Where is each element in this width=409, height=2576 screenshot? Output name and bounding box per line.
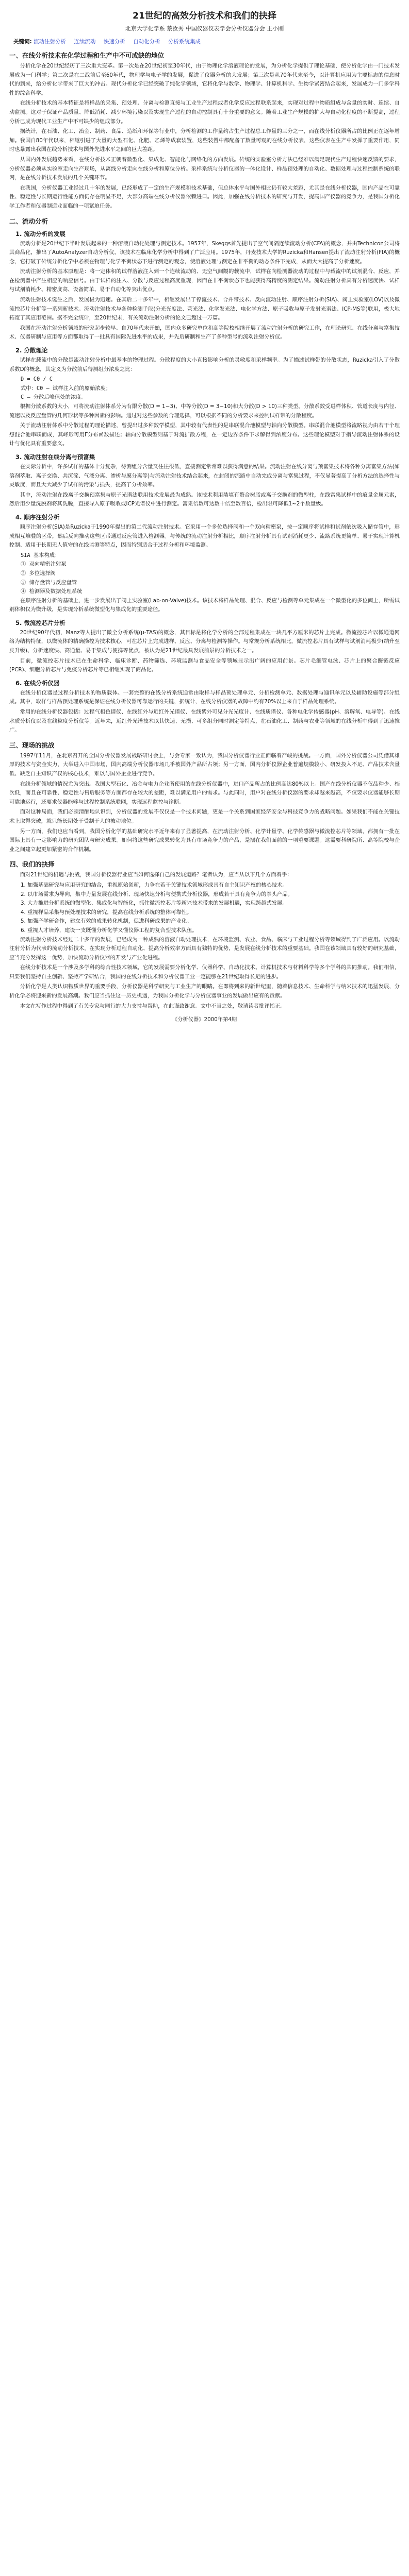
paragraph: 流动注射技术诞生之后，发展极为迅速。在其后二十多年中，相继发展出了停流技术、合并带技术、反向流动注射、顺序注射分析(SIA)、阀上实验室(LOV)以及微流控芯片分析等一系列新技术。流动注射技术与各种检测手段(分光光度法、荧光法、化学发光法、电化学方法、原子吸收与原子发射光谱法、ICP-MS等)联用，极大地拓宽了其应用范围。据不完全统计，至20世纪末，有关流动注射分析的论文已超过一万篇。	[9, 297, 400, 321]
formula-line: C — 分散后峰值处的浓度。	[21, 394, 87, 401]
paragraph: 在线分析领域的情况尤为突出。我国大型石化、冶金与电力企业所使用的在线分析仪器中，进口产品所占的比例高达80%以上。国产在线分析仪器不仅品种少、档次低，而且在可靠性、稳定性与售后服务等方面都存在较大的差距，难以满足用户的需求。与此同时，用户对在线分析仪器的要求却越来越高，不仅要求仪器能够长期可靠地运行，还要求仪器能够与过程控制系统联网，实现远程监控与诊断。	[9, 781, 400, 805]
subsection-heading: 5. 微流控芯片分析	[15, 619, 66, 626]
subsection-heading: 1. 流动分析的发展	[15, 230, 66, 238]
paragraph: 面对21世纪的机遇与挑战，我国分析仪器行业应当如何选择自己的发展道路？笔者认为，应当从以下几个方面着手：	[20, 872, 292, 878]
formula-line: SIA 基本构成：	[21, 552, 60, 558]
paragraph: 根据分散系数的大小，可将流动注射体系分为有限分散(D = 1~3)、中等分散(D = 3~10)和大分散(D > 10)三种类型。分散系数受进样体积、管道长度与内径、流速以及反应盘管的几何形状等多种因素的影响。通过对这些参数的合理选择，可以根据不同的分析要求来控制试样带的分散程度。	[9, 403, 400, 419]
paragraph: 目前，微流控芯片技术已在生命科学、临床诊断、药物筛选、环境监测与食品安全等领域显示出广阔的应用前景。芯片毛细管电泳、芯片上的聚合酶链反应(PCR)、细胞分析芯片与免疫分析芯片等已相继实现了商品化。	[9, 657, 400, 673]
paragraph: 在线分析仪器是过程分析技术的物质载体。一套完整的在线分析系统通常由取样与样品预处理单元、分析检测单元、数据处理与通讯单元以及辅助设施等部分组成。其中，取样与样品预处理系统是保证在线分析仪器可靠运行的关键，据统计，在线分析仪器的故障中约有70%以上来自于样品处理系统。	[9, 689, 400, 705]
keywords-label: 关键词:	[13, 39, 32, 45]
section-heading: 三、现场的挑战	[9, 741, 55, 749]
formula-line: 式中：C0 — 试样注入前的原始浓度；	[21, 385, 111, 392]
keyword-link[interactable]: 流动注射分析	[34, 39, 67, 45]
list-item: 1. 加强基础研究与应用研究的结合，重视原始创新，力争在若干关键技术领域形成具有自主知识产权的核心技术。	[21, 882, 288, 888]
paragraph: 流动注射分析技术经过二十多年的发展，已经成为一种成熟的溶液自动处理技术，在环境监测、农业、食品、临床与工业过程分析等领域得到了广泛应用。以流动注射分析为代表的流动分析技术，在实现分析过程自动化、提高分析效率方面具有独特的优势，是发展在线分析技术的重要基础。我国在该领域具有较好的研究基础，应当充分发挥这一优势，加快流动分析仪器的开发与产业化进程。	[9, 936, 400, 961]
list-item: 5. 加强产学研合作，建立有效的成果转化机制，促进科研成果的产业化。	[21, 918, 192, 925]
paragraph: 顺序注射分析(SIA)是Ruzicka于1990年提出的第二代流动注射技术。它采用一个多位选择阀和一个双向精密泵，按一定顺序将试样和试剂依次吸入储存管中，形成相互堆叠的区带，然后反向推动这些区带通过反应管进入检测器。与传统的流动注射分析相比，顺序注射分析具有试剂消耗更少、流路系统更简单、易于实现计算机控制、适用于长期无人值守的在线监测等特点，因而特别适合于过程分析和环境监测。	[9, 523, 400, 549]
paragraph: 关于流动注射体系中分散过程的理论描述，曾提出过多种数学模型，其中较有代表性的是串联混合池模型与轴向分散模型。串联混合池模型将流路视为由若干个理想混合池串联而成，其峰形可用Γ分布函数描述；轴向分散模型则基于对流扩散方程，在一定边界条件下求解得到浓度分布。这些理论模型对于指导流动注射体系的设计与优化具有重要意义。	[9, 422, 400, 447]
paragraph: 从国内外发展趋势来看，在线分析技术正朝着微型化、集成化、智能化与网络化的方向发展。传统的实验室分析方法已经难以满足现代生产过程快速反馈的要求，分析仪器必须从实验室走向生产现场，从离线分析走向在线分析和原位分析。采样系统与分析仪器的一体化设计、样品预处理的自动化、数据处理与过程控制系统的联网，是在线分析技术发展的几个关键环节。	[9, 156, 400, 181]
formula-line: ③ 储存盘管与反应盘管	[21, 579, 77, 586]
paragraph: 另一方面，我们也应当看到，我国分析化学的基础研究水平近年来有了显著提高，在流动注射分析、化学计量学、化学传感器与微流控芯片等领域，都拥有一批在国际上具有一定影响力的研究团队与研究成果。如何将这些研究成果转化为具有市场竞争力的产品，是摆在我们面前的一项重要课题。这需要科研院所、高等院校与企业之间建立起更加紧密的合作机制。	[9, 828, 400, 853]
paragraph: 我国在流动注射分析领域的研究起步较早。自70年代末开始，国内众多研究单位和高等院校相继开展了流动注射分析的研究工作，在理论研究、在线分离与富集技术、仪器研制与应用等方面都取得了一批具有国际先进水平的成果，并先后研制和生产了多种型号的流动注射分析仪。	[9, 325, 400, 341]
paragraph: 在我国，分析仪器工业经过几十年的发展，已经形成了一定的生产规模和技术基础，但总体水平与国外相比仍有较大差距，尤其是在线分析仪器，国内产品在可靠性、稳定性与长期运行性能方面仍存在明显不足，大部分高端在线分析仪器依赖进口。因此，加强在线分析技术的研究与开发，提高国产仪器的竞争力，是我国分析化学工作者和仪器制造业面临的一项紧迫任务。	[9, 184, 400, 209]
paragraph: 20世纪90年代初，Manz等人提出了微全分析系统(μ-TAS)的概念，其目标是将化学分析的全部过程集成在一块几平方厘米的芯片上完成。微流控芯片以微通道网络为结构特征，以微流体的精确操控为技术核心，可在芯片上完成进样、反应、分离与检测等操作。与常规分析系统相比，微流控芯片具有试样与试剂消耗极少(纳升至皮升级)、分析速度快、高通量、易于集成与便携等优点，被认为是21世纪最具发展前景的分析技术之一。	[9, 629, 400, 654]
formula-line: D = C0 / C	[21, 376, 53, 383]
paragraph: 在实际分析中，许多试样的基体十分复杂，待测组分含量又往往很低，直接测定常常难以获得满意的结果。流动注射在线分离与预富集技术将各种分离富集方法(如溶剂萃取、离子交换、共沉淀、气液分离、渗析与膜分离等)与流动注射技术结合起来，在封闭的流路中自动完成分离与富集过程，不仅显著提高了分析方法的选择性与灵敏度，而且大大减少了试样的污染与损失，提高了分析效率。	[9, 463, 400, 488]
list-item: 3. 大力推进分析系统的微型化、集成化与智能化，抓住微流控芯片等新兴技术带来的发展机遇，实现跨越式发展。	[21, 900, 288, 907]
list-item: 6. 重视人才培养，建设一支既懂分析化学又懂仪器工程的复合型技术队伍。	[21, 927, 198, 934]
subsection-heading: 3. 流动注射在线分离与预富集	[15, 453, 95, 461]
paragraph: 其中，流动注射在线离子交换预富集与原子光谱法联用技术发展最为成熟。该技术利用装填有螯合树脂或离子交换剂的微型柱，在线富集试样中的痕量金属元素，然后用少量洗脱剂将其洗脱，直接导入原子吸收或ICP光谱仪中进行测定。富集倍数可达数十倍至数百倍，检出限可降低1~2个数量级。	[9, 492, 400, 507]
paragraph: 1997年11月，在北京召开的全国分析仪器发展战略研讨会上，与会专家一致认为，我国分析仪器行业正面临着严峻的挑战。一方面，国外分析仪器公司凭借其雄厚的技术与资金实力，大举进入中国市场，国内高端分析仪器市场几乎被国外产品所占领；另一方面，国内分析仪器企业普遍规模较小、研发投入不足、产品技术含量低、缺乏自主知识产权的核心技术，难以与国外企业进行竞争。	[9, 752, 400, 777]
paragraph: 分析化学是人类认识物质世界的重要手段，分析仪器是科学研究与工业生产的眼睛。在即将到来的新世纪里，随着信息技术、生命科学与纳米技术的迅猛发展，分析化学必将迎来新的发展高潮。我们应当抓住这一历史机遇，为我国分析化学与分析仪器事业的发展做出应有的贡献。	[9, 984, 400, 999]
section-heading: 四、我们的抉择	[9, 860, 55, 869]
document-page	[0, 0, 409, 1028]
keyword-link[interactable]: 快速分析	[103, 39, 125, 45]
paragraph: 面对这种局面，我们必须清醒地认识到，分析仪器的发展不仅仅是一个技术问题，更是一个关系到国家经济安全与科技竞争力的战略问题。如果我们不能在关键技术上取得突破，就只能长期处于受制于人的被动地位。	[9, 809, 400, 824]
keyword-link[interactable]: 分析系统集成	[168, 39, 201, 45]
paragraph: 本文在写作过程中得到了有关专家与同行的大力支持与帮助，在此谨致谢意。文中不当之处，敬请读者批评指正。	[20, 1003, 286, 1009]
keywords-line	[13, 38, 400, 45]
paragraph: 流动注射分析的基本原理是：将一定体积的试样溶液注入到一个连续流动的、无空气间隔的载流中，试样在向检测器流动的过程中与载流中的试剂混合、反应，并在检测器中产生相应的响应信号。由于试样的注入、分散与反应过程高度重现，因而在非平衡状态下也能获得高精度的测定结果。流动注射分析具有分析速度快、试样与试剂消耗少、精密度高、设备简单、易于自动化等突出优点。	[9, 268, 400, 293]
subsection-heading: 2. 分散理论	[15, 347, 48, 354]
document-footer: 《分析仪器》2000年第4期	[172, 1016, 237, 1023]
keyword-link[interactable]: 自动化分析	[133, 39, 160, 45]
section-heading: 二、流动分析	[9, 217, 48, 225]
keyword-link[interactable]: 连续流动	[74, 39, 96, 45]
paragraph: 试样在载流中的分散是流动注射分析中最基本的物理过程。分散程度的大小直接影响分析的灵敏度和采样频率。为了描述试样带的分散状态，Ruzicka引入了分散系数D的概念，其定义为分散前后待测组分浓度之比：	[9, 357, 400, 372]
subsection-heading: 4. 顺序注射分析	[15, 513, 60, 521]
document-title: 21世纪的高效分析技术和我们的抉择	[133, 11, 276, 21]
section-heading: 一、在线分析技术在化学过程和生产中不可或缺的地位	[9, 52, 165, 59]
paragraph: 在线分析技术是一个涉及多学科的综合性技术领域，它的发展需要分析化学、仪器科学、自动化技术、计算机技术与材料科学等多个学科的共同推动。我们相信，只要我们坚持自主创新、坚持产学研结合，我国的在线分析技术和分析仪器工业一定能够在21世纪取得长足的进步。	[9, 964, 400, 980]
paragraph: 在顺序注射分析的基础上，进一步发展出了阀上实验室(Lab-on-Valve)技术。该技术将样品处理、混合、反应与检测等单元集成在一个微型化的多位阀上，所需试剂体积仅为微升级，是实现分析系统微型化与集成化的重要途径。	[9, 597, 400, 613]
paragraph: 流动分析是20世纪下半叶发展起来的一种溶液自动化处理与测定技术。1957年，Skeggs首先提出了空气间隔连续流动分析(CFA)的概念，并由Technicon公司将其商品化，推出了AutoAnalyzer自动分析仪，该技术在临床化学分析中得到了广泛应用。1975年，丹麦技术大学的Ruzicka和Hansen提出了流动注射分析(FIA)的概念，它打破了传统分析化学中必须在物理与化学平衡状态下进行测定的观念，使溶液处理与测定在非平衡的动态条件下完成，从而大大提高了分析速度。	[9, 240, 400, 265]
paragraph: 常用的在线分析仪器包括：过程气相色谱仪、在线红外与近红外光谱仪、在线紫外可见分光光度计、在线质谱仪、各种电化学传感器(pH、溶解氧、电导等)、在线水质分析仪以及在线粒度分析仪等。近年来，近红外光谱技术以其快速、无损、可多组分同时测定等特点，在石油化工、制药与农业等领域的在线分析中得到了迅速推广。	[9, 709, 400, 734]
subsection-heading: 6. 在线分析仪器	[15, 679, 60, 687]
paragraph: 在线分析技术的基本特征是将样品的采集、预处理、分离与检测直接与工业生产过程或者化学反应过程联系起来，实现对过程中物质组成与含量的实时、连续、自动监测。这对于保证产品质量、降低消耗、减少环境污染以及实现生产过程的自动控制具有十分重要的意义。随着工业生产规模的扩大与自动化程度的不断提高，过程分析已成为现代工业生产中不可缺少的组成部分。	[9, 100, 400, 125]
formula-line: ② 多位选择阀	[21, 570, 56, 577]
formula-line: ④ 检测器及数据处理系统	[21, 588, 83, 595]
paragraph: 据统计，在石油、化工、冶金、制药、食品、造纸和环保等行业中，分析检测的工作量约占生产过程总工作量的三分之一，而在线分析仪器所占的比例正在逐年增加。我国自80年代以来，相继引进了大量的大型石化、化肥、乙烯等成套装置，这些装置中都配备了数量可观的在线分析仪表，这些仪表在生产中发挥了重要作用，同时也暴露出我国在线分析技术与国外先进水平之间的巨大差距。	[9, 128, 400, 153]
author-line: 北京大学化学系 蔡汝秀 中国仪器仪表学会分析仪器分会 王小刚	[125, 25, 284, 32]
list-item: 4. 重视样品采集与预处理技术的研究，提高在线分析系统的整体可靠性。	[21, 909, 192, 916]
paragraph: 分析化学在20世纪经历了三次重大变革。第一次是在20世纪初至30年代，由于物理化学溶液理论的发展，为分析化学提供了理论基础，使分析化学由一门技术发展成为一门科学；第二次是在二战前后至60年代，物理学与电子学的发展，促进了仪器分析的大发展；第三次是从70年代末至今，以计算机应用为主要标志的信息时代的到来，给分析化学带来了巨大的冲击。现代分析化学已经突破了纯化学领域，它将化学与数学、物理学、计算机科学、生物学紧密结合起来，发展成为一门多学科性的综合科学。	[9, 63, 400, 96]
list-item: 2. 以市场需求为导向，集中力量发展在线分析、现场快速分析与便携式分析仪器，形成若干具有竞争力的拳头产品。	[21, 891, 293, 897]
formula-line: ① 双向精密注射泵	[21, 561, 67, 568]
